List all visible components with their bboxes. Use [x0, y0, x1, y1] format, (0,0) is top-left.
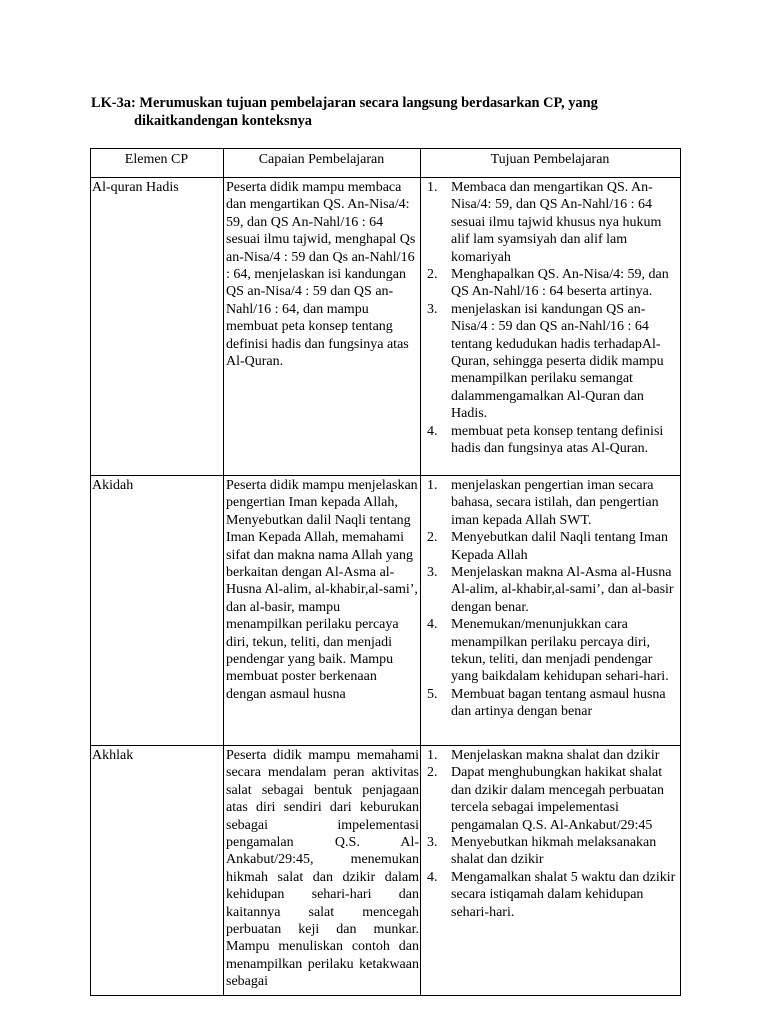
list-number: 4. [427, 423, 438, 439]
list-number: 1. [427, 478, 438, 493]
list-item [422, 301, 679, 423]
elemen-cell: Al-quran Hadis [91, 178, 224, 476]
list-text: Mengamalkan shalat 5 waktu dan dzikir secara istiqamah dalam kehidupan sehari-hari. [451, 869, 676, 920]
list-text: Menghapalkan QS. An-Nisa/4: 59, dan QS An-Nahl/16 : 64 beserta artinya. [451, 267, 669, 300]
list-item [422, 747, 679, 764]
list-number: 1. [427, 180, 438, 195]
list-text: Menjelaskan makna Al-Asma al-Husna Al-alim, al-khabir,al-sami’, dan al-basir dengan benar. [451, 565, 674, 615]
list-item [422, 529, 679, 564]
list-item [422, 834, 679, 869]
header-elemen-cp: Elemen CP [91, 149, 224, 178]
list-item [422, 266, 679, 301]
table-row [91, 178, 681, 476]
list-text: Menemukan/menunjukkan cara menampilkan perilaku percaya diri, tekun, teliti, dan menjadi pendengar yang baikdalam kehidupan sehari-hari. [451, 617, 669, 685]
list-item [422, 477, 679, 529]
list-number: 3. [427, 301, 438, 317]
list-item [422, 564, 679, 616]
list-text: menjelaskan isi kandungan QS an-Nisa/4 : 59 dan QS an-Nahl/16 : 64 tentang kedudukan hadis terhadapAl-Quran, sehingga peserta didik mampu menampilkan perilaku semangat dalammengamalkan Al-Quran dan Hadis. [451, 301, 664, 422]
list-text: Membuat bagan tentang asmaul husna dan artinya dengan benar [451, 686, 666, 720]
learning-objectives-table [90, 148, 681, 996]
capaian-cell: Peserta didik mampu membaca dan mengartikan QS. An-Nisa/4: 59, dan QS An-Nahl/16 : 64 sesuai ilmu tajwid, menghapal Qs an-Nisa/4 : 59 dan Qs an-Nahl/16 : 64, menjelaskan isi kandungan QS an-Nisa/4 : 59 dan QS an-Nahl/16 : 64, dan mampu membuat peta konsep tentang definisi hadis dan fungsinya atas Al-Quran. [224, 178, 421, 476]
title-line-1: LK-3a: Merumuskan tujuan pembelajaran secara langsung berdasarkan CP, yang [91, 95, 598, 111]
header-tujuan-pembelajaran: Tujuan Pembelajaran [421, 149, 681, 178]
capaian-cell: Peserta didik mampu memahami secara mendalam peran aktivitas salat sebagai bentuk penjagaan atas diri sendiri dari keburukan sebagai impelementasi pengamalan Q.S. Al-Ankabut/29:45, menemukan hikmah salat dan dzikir dalam kehidupan sehari-hari dan kaitannya salat mencegah perbuatan keji dan munkar. Mampu menuliskan contoh dan menampilkan perilaku ketakwaan sebagai [224, 746, 421, 996]
header-capaian-pembelajaran: Capaian Pembelajaran [224, 149, 421, 178]
list-number: 3. [427, 565, 438, 581]
list-item [422, 686, 679, 721]
list-number: 1. [427, 748, 438, 763]
tujuan-cell [421, 178, 681, 476]
list-number: 3. [427, 835, 438, 851]
tujuan-cell [421, 476, 681, 746]
list-number: 2. [427, 765, 438, 781]
list-item [422, 764, 679, 834]
list-number: 4. [427, 869, 438, 885]
table-row [91, 746, 681, 996]
tujuan-list [422, 747, 679, 921]
list-item [422, 616, 679, 686]
elemen-cell: Akhlak [91, 746, 224, 996]
list-text: membuat peta konsep tentang definisi hadis dan fungsinya atas Al-Quran. [451, 423, 664, 457]
list-text: Menjelaskan makna shalat dan dzikir [451, 748, 660, 763]
list-text: Menyebutkan hikmah melaksanakan shalat dan dzikir [451, 835, 657, 868]
list-item [422, 179, 679, 266]
title-line-2: dikaitkandengan konteksnya [134, 113, 312, 129]
document-title [91, 94, 691, 130]
list-text: menjelaskan pengertian iman secara bahasa, secara istilah, dan pengertian iman kepada Allah SWT. [451, 478, 659, 528]
capaian-cell: Peserta didik mampu menjelaskan pengertian Iman kepada Allah, Menyebutkan dalil Naqli tentang Iman Kepada Allah, memahami sifat dan makna nama Allah yang berkaitan dengan Al-Asma al-Husna Al-alim, al-khabir,al-sami’, dan al-basir, mampu menampilkan perilaku percaya diri, tekun, teliti, dan menjadi pendengar yang baik. Mampu membuat poster berkenaan dengan asmaul husna [224, 476, 421, 746]
table-row [91, 476, 681, 746]
list-number: 2. [427, 530, 438, 546]
list-number: 2. [427, 267, 438, 283]
list-text: Menyebutkan dalil Naqli tentang Iman Kepada Allah [451, 530, 668, 563]
elemen-cell: Akidah [91, 476, 224, 746]
list-text: Dapat menghubungkan hakikat shalat dan dzikir dalam mencegah perbuatan tercela sebagai impelementasi pengamalan Q.S. Al-Ankabut/29:45 [451, 765, 665, 833]
tujuan-cell [421, 746, 681, 996]
list-text: Membaca dan mengartikan QS. An-Nisa/4: 59, dan QS An-Nahl/16 : 64 sesuai ilmu tajwid khusus nya hukum alif lam syamsiyah dan alif lam komariyah [451, 180, 662, 265]
list-number: 4. [427, 617, 438, 633]
list-number: 5. [427, 686, 438, 702]
tujuan-list [422, 477, 679, 721]
list-item [422, 423, 679, 458]
tujuan-list [422, 179, 679, 458]
table-header-row [91, 149, 681, 178]
list-item [422, 869, 679, 921]
